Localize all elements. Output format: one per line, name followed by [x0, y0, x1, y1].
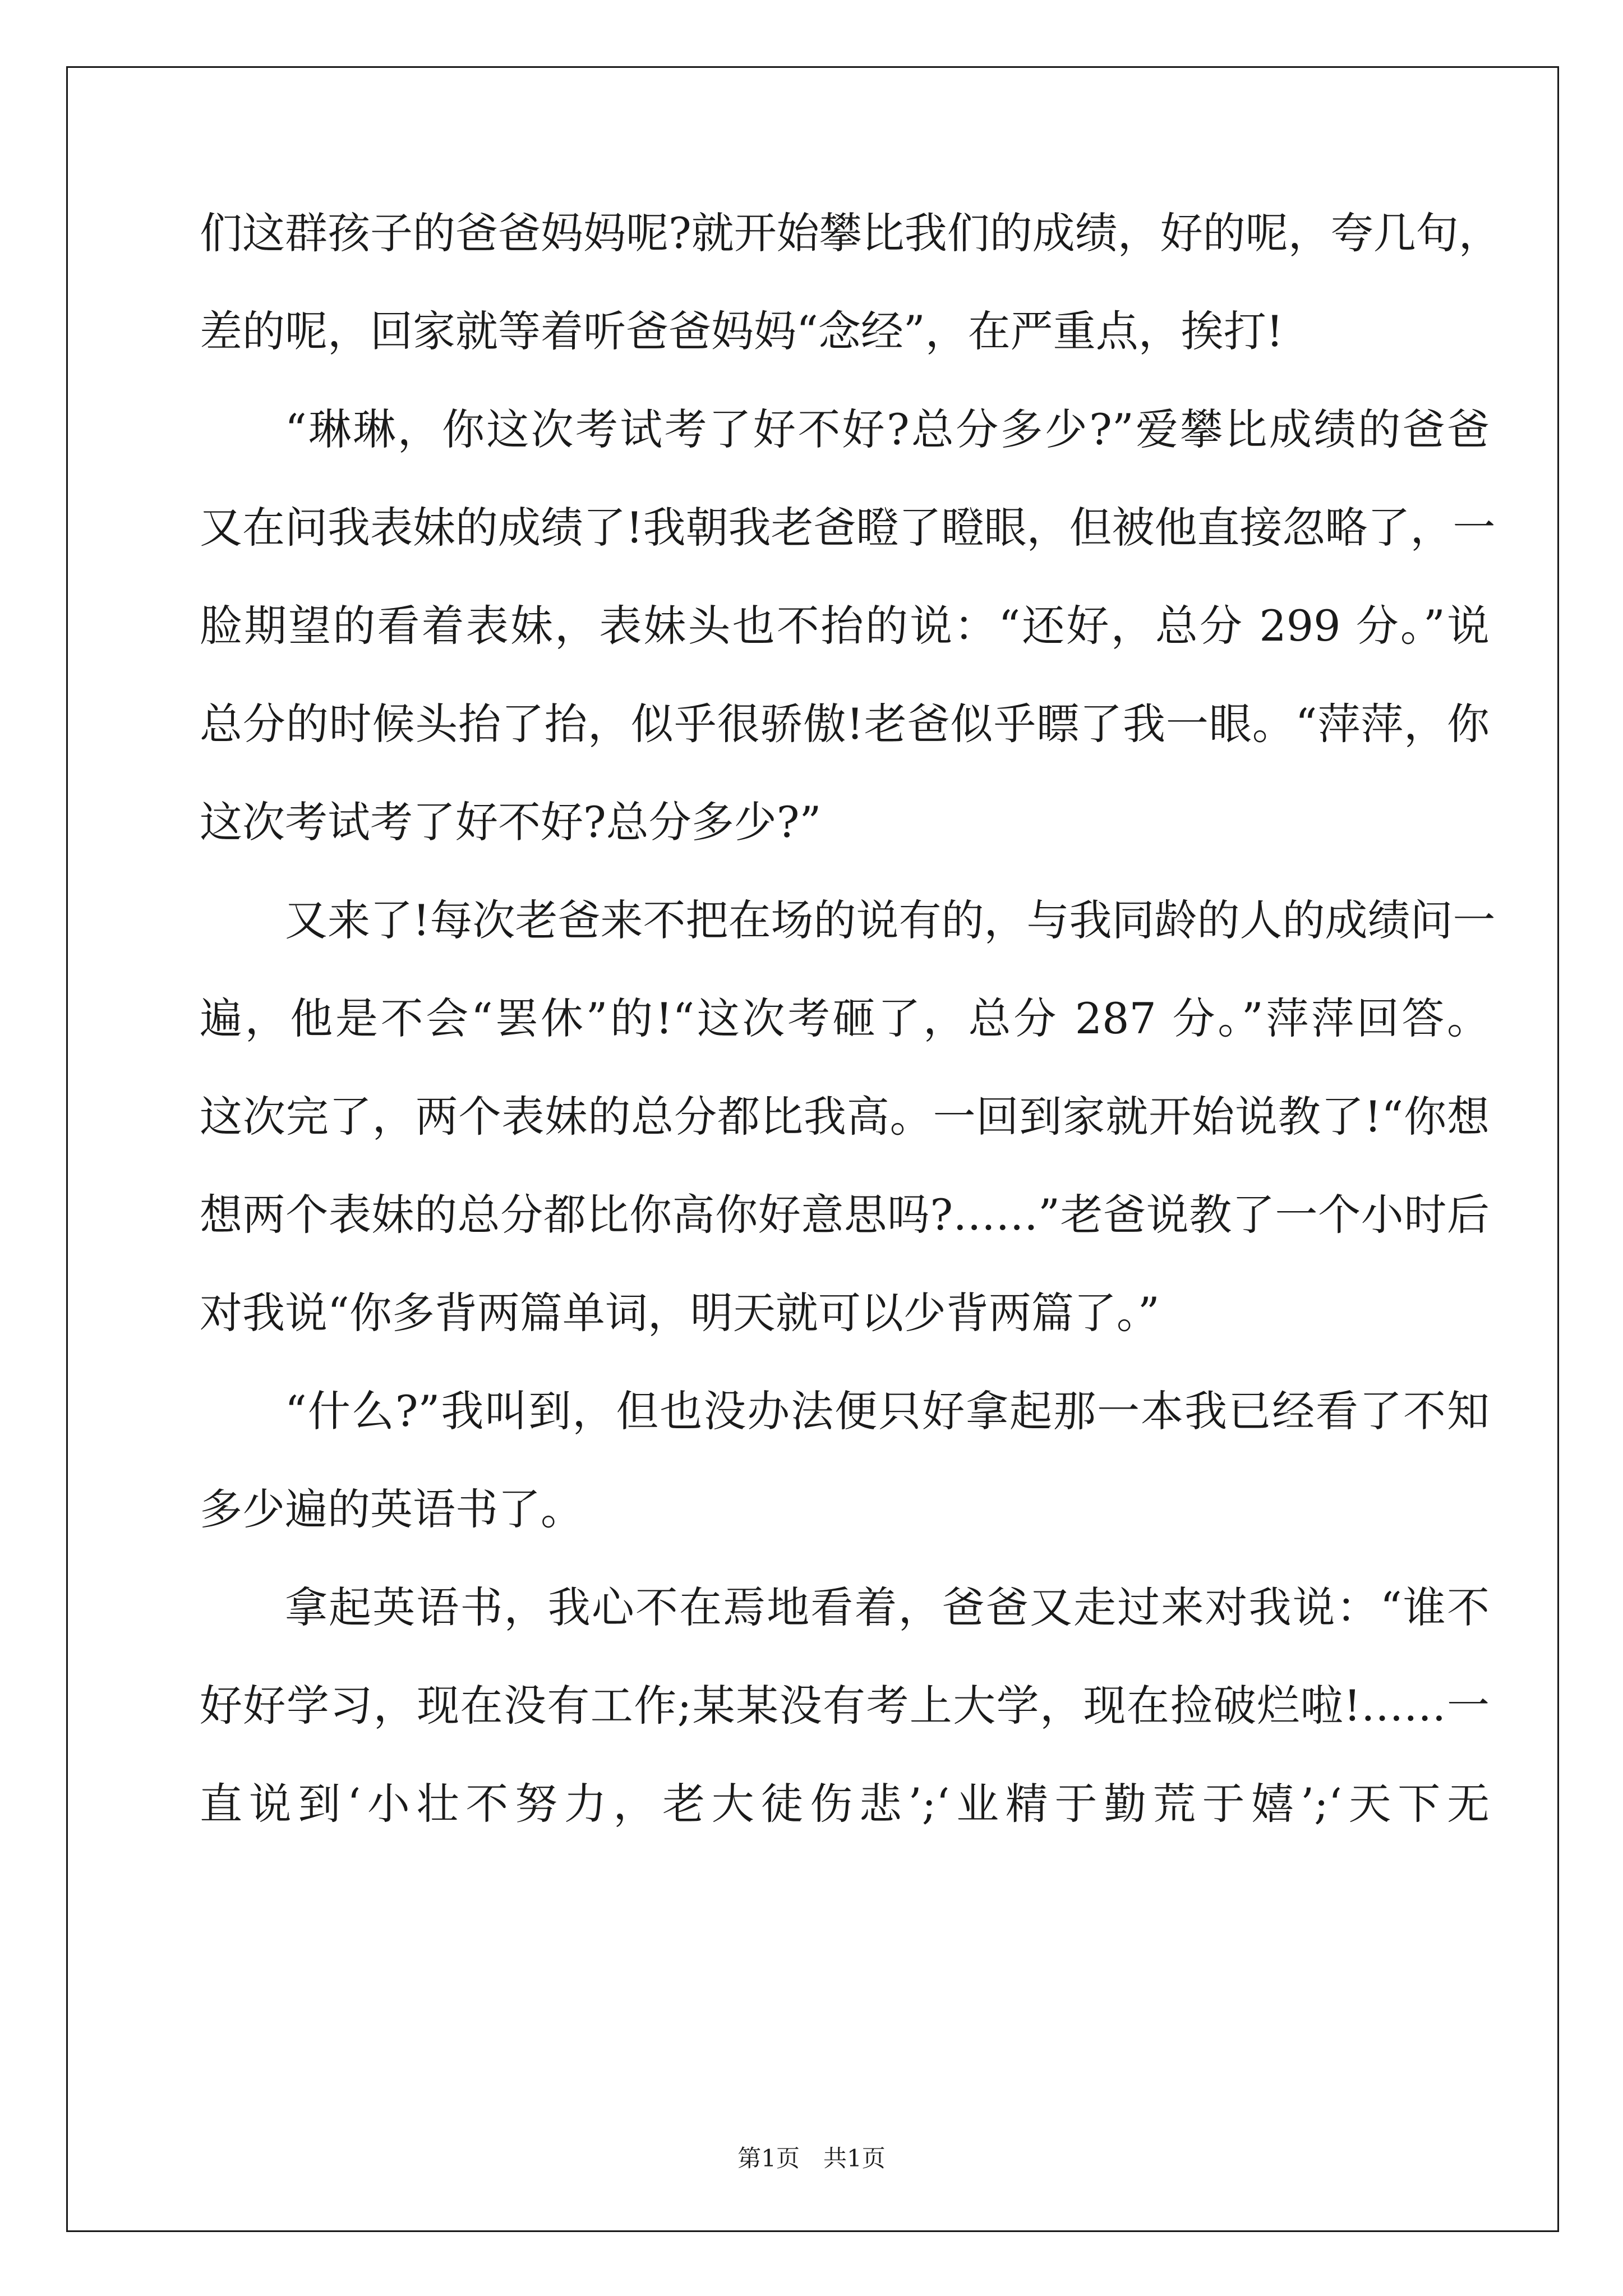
text-line: 遍，他是不会“罢休”的!“这次考砸了，总分 287 分。”萍萍回答。	[200, 993, 1490, 1043]
paragraph-start-line: 又来了!每次老爸来不把在场的说有的，与我同龄的人的成绩问一	[285, 895, 1496, 945]
page-footer	[0, 2140, 1623, 2174]
text-line: 多少遍的英语书了。	[200, 1484, 583, 1534]
text-line: 又在问我表妹的成绩了!我朝我老爸瞪了瞪眼，但被他直接忽略了，一	[200, 503, 1496, 553]
text-line: 总分的时候头抬了抬，似乎很骄傲!老爸似乎瞟了我一眼。“萍萍，你	[200, 699, 1490, 749]
text-line: 对我说“你多背两篇单词，明天就可以少背两篇了。”	[200, 1288, 1160, 1338]
text-line: 这次完了，两个表妹的总分都比我高。一回到家就开始说教了!“你想	[200, 1092, 1490, 1142]
paragraph-start-line: “琳琳，你这次考试考了好不好?总分多少?”爱攀比成绩的爸爸	[285, 404, 1490, 454]
text-line: 差的呢，回家就等着听爸爸妈妈“念经”，在严重点，挨打!	[200, 306, 1284, 356]
text-line: 想两个表妹的总分都比你高你好意思吗?……”老爸说教了一个小时后	[200, 1190, 1490, 1240]
document-body	[200, 184, 1501, 1853]
paragraph-start-line: 拿起英语书，我心不在焉地看着，爸爸又走过来对我说：“谁不	[285, 1582, 1490, 1632]
text-line: 脸期望的看着表妹，表妹头也不抬的说：“还好，总分 299 分。”说	[200, 601, 1490, 651]
paragraph-start-line: “什么?”我叫到，但也没办法便只好拿起那一本我已经看了不知	[285, 1386, 1490, 1436]
text-line: 们这群孩子的爸爸妈妈呢?就开始攀比我们的成绩，好的呢，夸几句，	[200, 208, 1501, 258]
text-line: 这次考试考了好不好?总分多少?”	[200, 797, 822, 847]
text-line: 直说到‘小壮不努力，老大徒伤悲’;‘业精于勤荒于嬉’;‘天下无	[200, 1779, 1490, 1829]
page-number-total: 共1页	[823, 2145, 886, 2172]
text-line: 好好学习，现在没有工作;某某没有考上大学，现在捡破烂啦!……一	[200, 1681, 1490, 1731]
page-number-current: 第1页	[737, 2145, 800, 2172]
